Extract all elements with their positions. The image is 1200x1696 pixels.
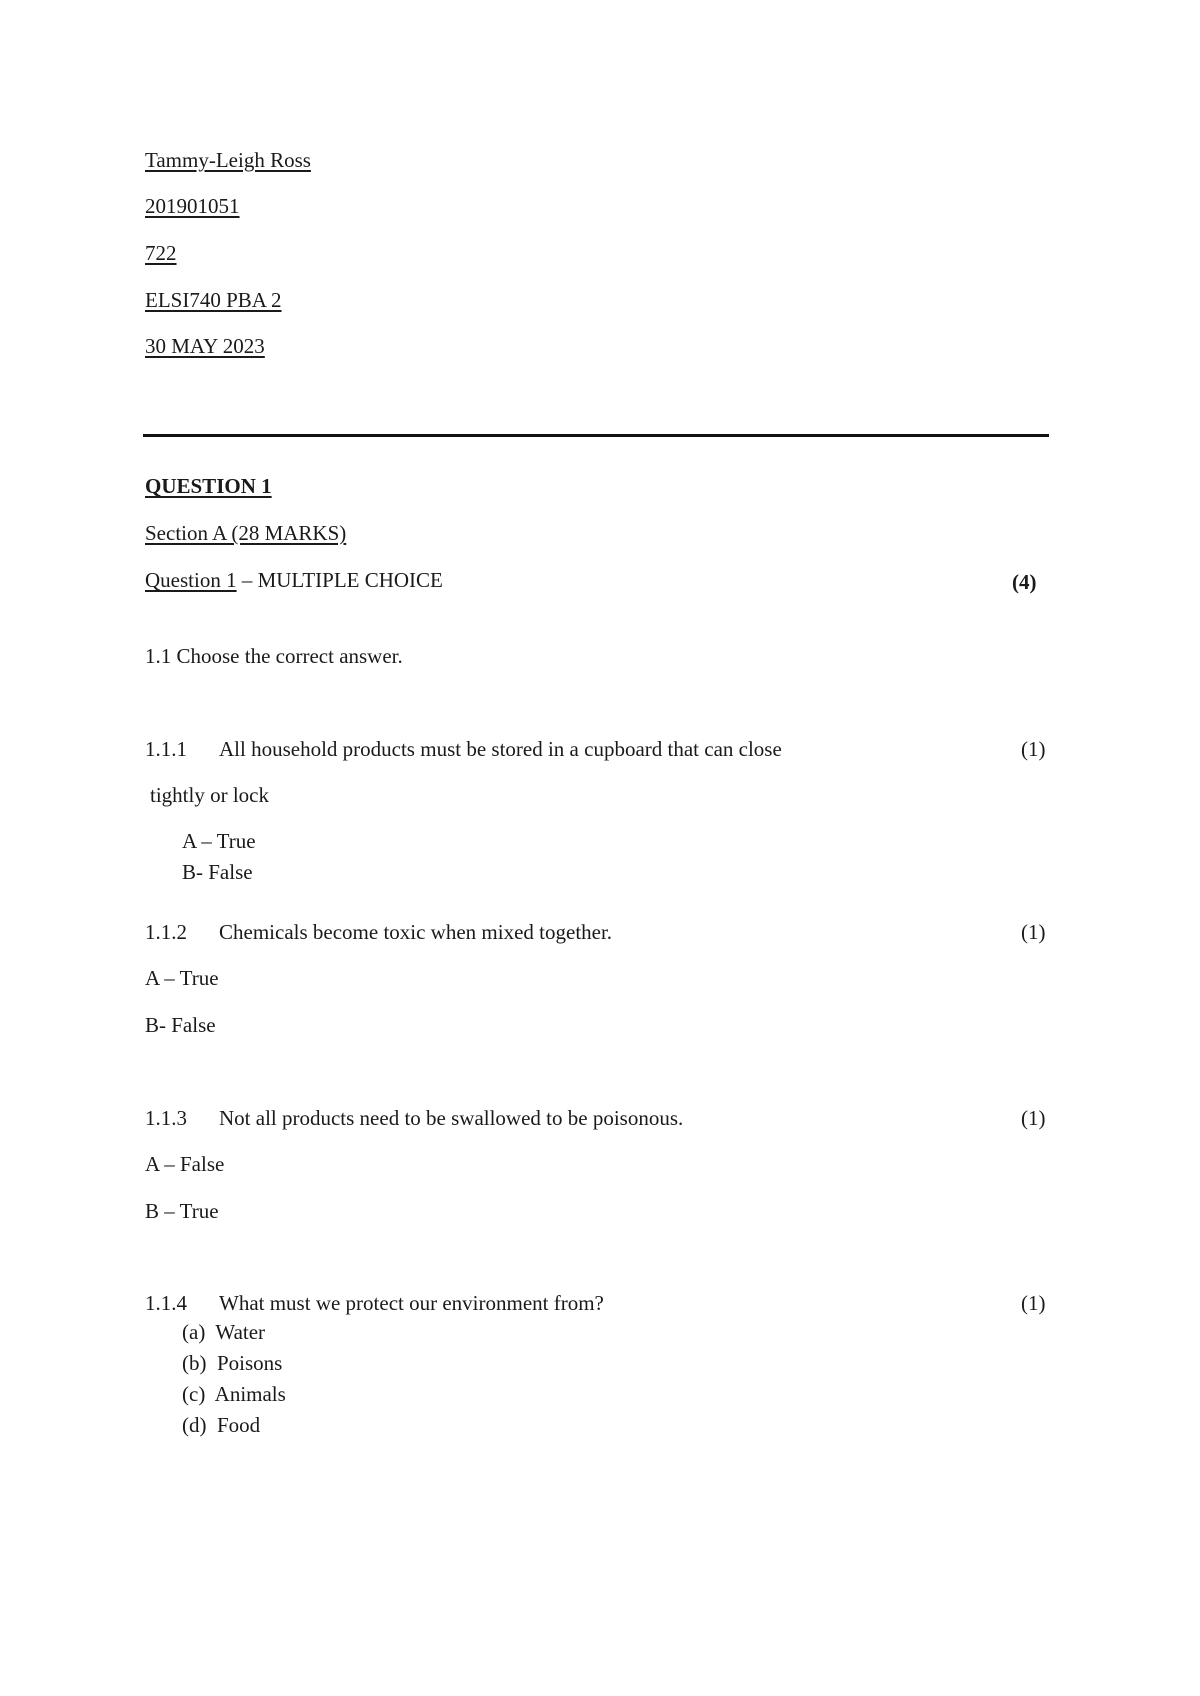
question-marks: (1) xyxy=(1021,920,1046,944)
answer-option: A – False xyxy=(145,1152,225,1176)
group-code: 722 xyxy=(145,241,177,265)
answer-option: (a) Water xyxy=(182,1320,266,1344)
question-number: 1.1.4 xyxy=(145,1291,187,1315)
mc-marks: (4) xyxy=(1012,570,1037,594)
instruction: 1.1 Choose the correct answer. xyxy=(145,644,403,668)
answer-option: A – True xyxy=(145,966,219,990)
question-heading: QUESTION 1 xyxy=(145,474,272,498)
answer-option: B – True xyxy=(145,1199,219,1223)
question-number: 1.1.1 xyxy=(145,737,187,761)
question-marks: (1) xyxy=(1021,737,1046,761)
answer-option: B- False xyxy=(145,1013,216,1037)
mc-heading xyxy=(145,570,443,591)
question-marks: (1) xyxy=(1021,1291,1046,1315)
answer-option: (b) Poisons xyxy=(182,1351,283,1375)
question-text: All household products must be stored in a cupboard that can close xyxy=(219,737,782,761)
submission-date: 30 MAY 2023 xyxy=(145,334,265,358)
question-text: What must we protect our environment from? xyxy=(219,1291,604,1315)
question-number: 1.1.2 xyxy=(145,920,187,944)
answer-option: B- False xyxy=(182,860,253,884)
student-number: 201901051 xyxy=(145,194,240,218)
question-text: Chemicals become toxic when mixed together. xyxy=(219,920,613,944)
mc-title: – MULTIPLE CHOICE xyxy=(236,568,443,592)
question-text: Not all products need to be swallowed to be poisonous. xyxy=(219,1106,684,1130)
question-text-continuation: tightly or lock xyxy=(150,783,269,807)
student-name: Tammy-Leigh Ross xyxy=(145,148,311,172)
module-code: ELSI740 PBA 2 xyxy=(145,288,282,312)
question-marks: (1) xyxy=(1021,1106,1046,1130)
mc-question-label: Question 1 xyxy=(145,568,237,592)
answer-option: A – True xyxy=(182,829,256,853)
answer-option: (c) Animals xyxy=(182,1382,286,1406)
horizontal-divider xyxy=(143,434,1049,437)
answer-option: (d) Food xyxy=(182,1413,261,1437)
question-number: 1.1.3 xyxy=(145,1106,187,1130)
section-heading: Section A (28 MARKS) xyxy=(145,521,347,545)
